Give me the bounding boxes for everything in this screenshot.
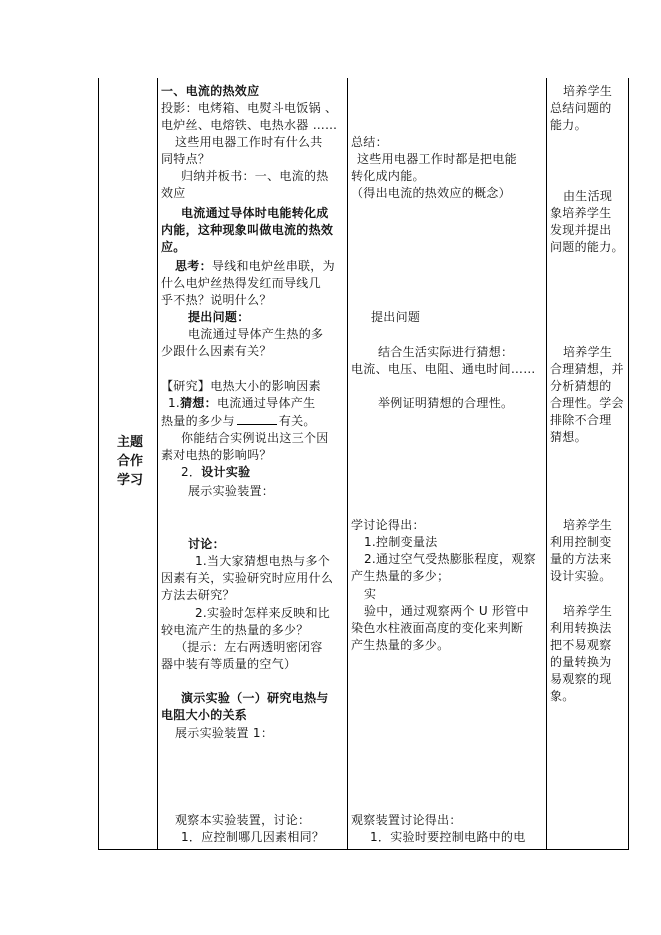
intent-d-line-2: 利用控制变 [550, 535, 612, 549]
control-question: 1．应控制哪几因素相同？ [181, 830, 325, 844]
student-raise: 提出问题 [371, 310, 421, 324]
table-divider-2 [347, 78, 348, 850]
table-divider-1 [157, 78, 158, 850]
intent-d-line-3: 量的方法来 [550, 552, 612, 566]
guess-number: 1. [168, 396, 181, 410]
student-summary-line-1: 这些用电器工作时都是把电能 [357, 152, 517, 166]
guess-line-2-start: 热量的多少与 [161, 414, 235, 428]
intent-a-line-1: 培养学生 [563, 84, 613, 98]
guess-line-2 [161, 413, 316, 429]
table-border-right [628, 78, 629, 850]
intent-b-line-1: 由生活现 [563, 189, 613, 203]
question-line-2: 同特点？ [161, 152, 211, 166]
discuss-1-line-3: 方法去研究？ [161, 588, 235, 602]
definition-line-1: 电流通过导体时电能转化成 [181, 206, 329, 220]
student-experiment-line-3: 产生热量的多少。 [351, 638, 450, 652]
demo-title-line-2: 电阻大小的关系 [161, 708, 248, 722]
student-concept: （得出电流的热效应的概念） [351, 186, 511, 200]
discuss-1-line-2: 因素有关，实验研究时应用什么 [161, 571, 334, 585]
intent-d-line-1: 培养学生 [563, 518, 613, 532]
student-discuss-result: 学讨论得出： [351, 518, 425, 532]
student-guess: 结合生活实际进行猜想： [378, 345, 514, 359]
summary-line-2: 效应 [161, 186, 186, 200]
row-header-cell [112, 433, 148, 490]
intent-d-line-4: 设计实验。 [550, 569, 612, 583]
student-observe-result: 观察装置讨论得出： [351, 813, 462, 827]
student-summary-line-2: 转化成内能。 [351, 169, 425, 183]
discuss-label: 讨论： [188, 537, 225, 551]
student-method-2-line-2: 产生热量的多少； [351, 569, 450, 583]
hint-line-2: 器中装有等质量的空气） [161, 657, 297, 671]
definition-line-3: 应。 [161, 240, 186, 254]
definition-line-2: 内能，这种现象叫做电流的热效 [161, 223, 334, 237]
design-number: 2． [181, 465, 202, 479]
guess-line-1 [168, 396, 315, 411]
row-header-line-2: 合作 [116, 454, 143, 469]
section-title: 一、电流的热效应 [161, 84, 260, 98]
think-line-2: 什么电炉丝热得发红而导线几 [161, 276, 321, 290]
intent-b-line-4: 问题的能力。 [550, 240, 624, 254]
think-line-3: 乎不热？说明什么？ [161, 293, 272, 307]
projection-line-2: 电炉丝、电熔铁、电热水器 …… [161, 118, 338, 132]
discuss-2-line-1: 2.实验时怎样来反映和比 [195, 606, 331, 620]
demo-title-line-1: 演示实验（一）研究电热与 [181, 691, 329, 705]
intent-e-line-5: 易观察的现 [550, 672, 612, 686]
intent-c-line-3: 分析猜想的 [550, 379, 612, 393]
student-method-2-line-1: 2.通过空气受热膨胀程度，观察 [364, 552, 536, 566]
discuss-2-line-2: 较电流产生的热量的多少？ [161, 623, 309, 637]
student-factors: 电流、电压、电阻、通电时间…… [351, 362, 536, 376]
guess-example-line-1: 你能结合实例说出这三个因 [181, 431, 329, 445]
intent-e-line-4: 的量转换为 [550, 655, 612, 669]
table-border-left [98, 78, 99, 850]
show-device: 展示实验装置： [188, 484, 275, 498]
table-border-bottom [98, 849, 629, 850]
projection-line-1: 投影：电烤箱、电熨斗电饭锅 、 [161, 101, 338, 115]
show-device-1: 展示实验装置 1： [175, 726, 274, 740]
think-label: 思考： [175, 259, 212, 273]
research-heading: 【研究】电热大小的影响因素 [161, 379, 321, 393]
guess-line-2-end: 有关。 [278, 414, 316, 428]
intent-e-line-6: 象。 [550, 689, 575, 703]
student-method-1: 1.控制变量法 [364, 535, 438, 549]
student-experiment-line-2: 染色水柱液面高度的变化来判断 [351, 621, 524, 635]
intent-a-line-3: 能力。 [550, 118, 587, 132]
intent-c-line-6: 猜想。 [550, 430, 587, 444]
student-control-result: 1．实验时要控制电路中的电 [370, 830, 526, 844]
intent-e-line-1: 培养学生 [563, 604, 613, 618]
intent-a-line-2: 总结问题的 [550, 101, 612, 115]
summary-line-1: 归纳并板书：一、电流的热 [181, 169, 329, 183]
design-heading [181, 465, 250, 480]
intent-b-line-3: 发现并提出 [550, 223, 612, 237]
student-summary-label: 总结： [351, 135, 388, 149]
intent-e-line-2: 利用转换法 [550, 621, 612, 635]
raise-line-1: 电流通过导体产生热的多 [188, 327, 324, 341]
think-line-1 [175, 259, 335, 274]
think-text: 导线和电炉丝串联，为 [211, 259, 335, 273]
guess-text: 电流通过导体产生 [216, 396, 316, 410]
raise-label: 提出问题： [188, 310, 250, 324]
guess-example-line-2: 素对电热的影响吗？ [161, 448, 272, 462]
table-divider-3 [546, 78, 547, 850]
design-label: 设计实验 [201, 465, 251, 479]
intent-b-line-2: 象培养学生 [550, 206, 612, 220]
intent-c-line-2: 合理猜想，并 [550, 362, 624, 376]
student-experiment-line-1: 验中，通过观察两个 U 形管中 [364, 604, 529, 618]
intent-c-line-5: 排除不合理 [550, 413, 612, 427]
intent-e-line-3: 把不易观察 [550, 638, 612, 652]
discuss-1-line-1: 1.当大家猜想电热与多个 [195, 554, 331, 568]
hint-line-1: （提示：左右两透明密闭容 [175, 640, 323, 654]
student-example: 举例证明猜想的合理性。 [378, 396, 514, 410]
question-line-1: 这些用电器工作时有什么共 [175, 135, 323, 149]
raise-line-2: 少跟什么因素有关？ [161, 344, 272, 358]
student-shi: 实 [364, 587, 377, 601]
intent-c-line-1: 培养学生 [563, 345, 613, 359]
observe-discuss: 观察本实验装置，讨论： [175, 813, 311, 827]
row-header-line-1: 主题 [116, 435, 143, 450]
guess-label: 猜想： [180, 396, 217, 410]
row-header-line-3: 学习 [116, 473, 143, 488]
fill-in-blank [237, 413, 277, 425]
intent-c-line-4: 合理性。学会 [550, 396, 624, 410]
